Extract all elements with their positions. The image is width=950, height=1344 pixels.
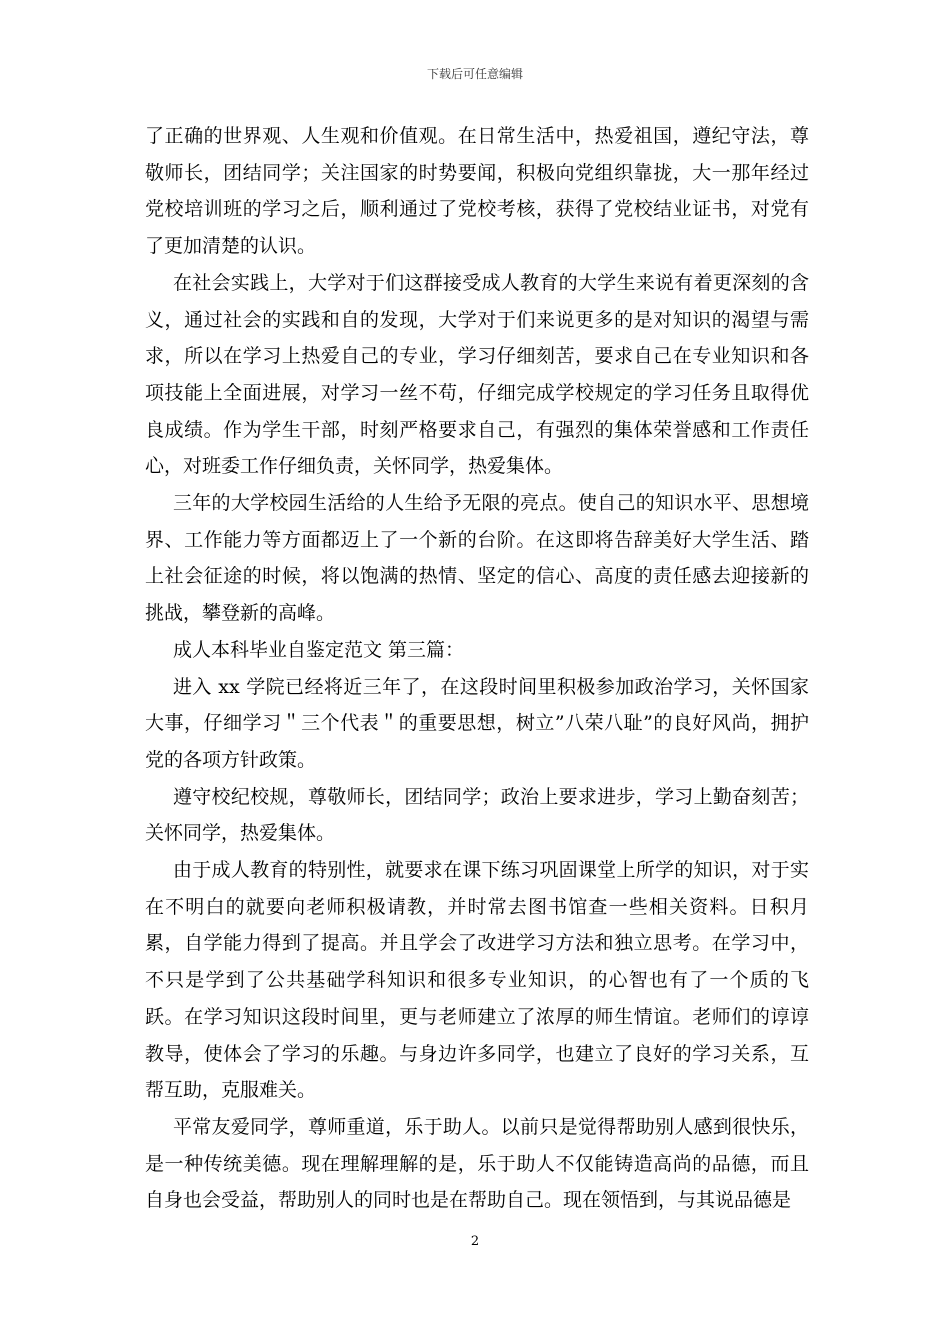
paragraph-campus-life: 三年的大学校园生活给的人生给予无限的亮点。使自己的知识水平、思想境界、工作能力等方面都迈上了一个新的台阶。在这即将告辞美好大学生活、踏上社会征途的时候，将以饱满的热情、坚定的信心、高度的责任感去迎接新的挑战，攀登新的高峰。	[145, 492, 809, 625]
paragraph-helping-others: 平常友爱同学，尊师重道，乐于助人。以前只是觉得帮助别人感到很快乐，是一种传统美德。现在理解理解的是，乐于助人不仅能铸造高尚的品德，而且自身也会受益，帮助别人的同时也是在帮助自己。现在领悟到，与其说品德是	[145, 1115, 809, 1212]
page-number: 2	[470, 1234, 480, 1249]
paragraph-political-study: 进入 xx 学院已经将近三年了，在这段时间里积极参加政治学习，关怀国家大事，仔细学习＂三个代表＂的重要思想，树立”八荣八耻”的良好风尚，拥护党的各项方针政策。	[145, 675, 809, 771]
page-header: 下载后可任意编辑	[426, 67, 523, 81]
paragraph-continuation: 了正确的世界观、人生观和价值观。在日常生活中，热爱祖国，遵纪守法，尊敬师长，团结同学；关注国家的时势要闻，积极向党组织靠拢，大一那年经过党校培训班的学习之后，顺利通过了党校考核，获得了党校结业证书，对党有了更加清楚的认识。	[145, 125, 809, 258]
paragraph-self-study: 由于成人教育的特别性，就要求在课下练习巩固课堂上所学的知识，对于实在不明白的就要向老师积极请教，并时常去图书馆查一些相关资料。日积月累，自学能力得到了提高。并且学会了改进学习方法和独立思考。在学习中，不只是学到了公共基础学科知识和很多专业知识，的心智也有了一个质的飞跃。在学习知识这段时间里，更与老师建立了浓厚的师生情谊。老师们的谆谆教导，使体会了学习的乐趣。与身边许多同学，也建立了良好的学习关系，互帮互助，克服难关。	[145, 859, 809, 1102]
document-body	[145, 118, 809, 1219]
paragraph-discipline: 遵守校纪校规，尊敬师长，团结同学；政治上要求进步，学习上勤奋刻苦；关怀同学，热爱集体。	[145, 785, 809, 845]
paragraph-social-practice: 在社会实践上，大学对于们这群接受成人教育的大学生来说有着更深刻的含义，通过社会的实践和自的发现，大学对于们来说更多的是对知识的渴望与需求，所以在学习上热爱自己的专业，学习仔细刻苦，要求自己在专业知识和各项技能上全面进展，对学习一丝不苟，仔细完成学校规定的学习任务且取得优良成绩。作为学生干部，时刻严格要求自己，有强烈的集体荣誉感和工作责任心，对班委工作仔细负责，关怀同学，热爱集体。	[145, 271, 809, 478]
section-heading: 成人本科毕业自鉴定范文 第三篇：	[173, 638, 465, 661]
